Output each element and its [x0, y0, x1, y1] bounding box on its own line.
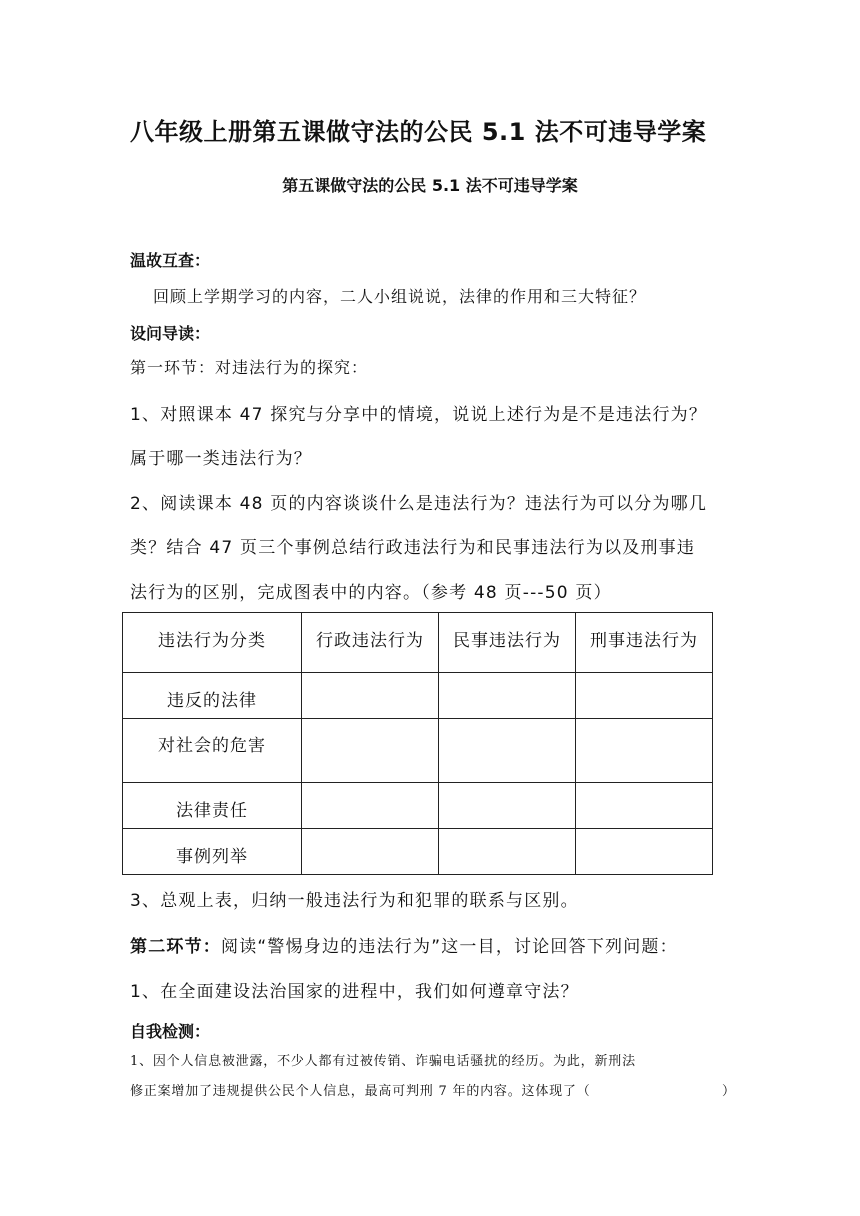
table-header-cell: 违法行为分类 [123, 613, 302, 673]
table-cell[interactable] [302, 829, 439, 875]
table-cell[interactable] [302, 673, 439, 719]
guide-heading: 设问导读： [130, 324, 211, 343]
table-header-row [123, 613, 713, 673]
table-cell[interactable] [576, 829, 713, 875]
table-header-cell: 刑事违法行为 [576, 613, 713, 673]
table-cell[interactable] [576, 783, 713, 829]
table-cell[interactable] [302, 719, 439, 783]
self-check-line2: 修正案增加了违规提供公民个人信息，最高可判刑 7 年的内容。这体现了（ [130, 1084, 591, 1099]
table-header-cell: 民事违法行为 [439, 613, 576, 673]
section2-title [130, 932, 678, 957]
table-row [123, 719, 713, 783]
section2-question1: 1、在全面建设法治国家的进程中，我们如何遵章守法？ [130, 982, 579, 1002]
table-cell[interactable] [576, 719, 713, 783]
question2-line2: 类？结合 47 页三个事例总结行政违法行为和民事违法行为以及刑事违 [130, 538, 696, 558]
table-cell[interactable] [439, 829, 576, 875]
table-header-cell: 行政违法行为 [302, 613, 439, 673]
self-check-heading: 自我检测： [130, 1022, 211, 1041]
question3: 3、总观上表，归纳一般违法行为和犯罪的联系与区别。 [130, 891, 579, 911]
table-row [123, 783, 713, 829]
question1-line2: 属于哪一类违法行为？ [130, 449, 312, 469]
review-heading: 温故互查： [130, 251, 211, 270]
table-cell[interactable] [576, 673, 713, 719]
illegal-acts-table [122, 612, 713, 875]
review-text: 回顾上学期学习的内容，二人小组说说，法律的作用和三大特征？ [153, 287, 647, 306]
table-cell[interactable] [439, 719, 576, 783]
table-cell[interactable] [439, 783, 576, 829]
question1-line1: 1、对照课本 47 探究与分享中的情境，说说上述行为是不是违法行为？ [130, 405, 708, 425]
document-title: 八年级上册第五课做守法的公民 5.1 法不可违导学案 [130, 118, 707, 146]
table-cell[interactable] [302, 783, 439, 829]
table-row-label: 对社会的危害 [123, 719, 302, 783]
answer-blank-close: ） [722, 1084, 736, 1099]
table-row [123, 673, 713, 719]
document-subtitle: 第五课做守法的公民 5.1 法不可违导学案 [282, 176, 578, 195]
table-row-label: 事例列举 [123, 829, 302, 875]
table-row-label: 违反的法律 [123, 673, 302, 719]
table-cell[interactable] [439, 673, 576, 719]
question2-line3: 法行为的区别，完成图表中的内容。（参考 48 页---50 页） [130, 583, 612, 603]
section2-label: 第二环节： [130, 937, 221, 957]
table-row [123, 829, 713, 875]
table-row-label: 法律责任 [123, 783, 302, 829]
section2-text: 阅读“警惕身边的违法行为”这一目，讨论回答下列问题： [221, 937, 678, 957]
self-check-line1: 1、因个人信息被泄露，不少人都有过被传销、诈骗电话骚扰的经历。为此，新刑法 [130, 1054, 636, 1069]
question2-line1: 2、阅读课本 48 页的内容谈谈什么是违法行为？违法行为可以分为哪几 [130, 494, 708, 514]
section1-title: 第一环节：对违法行为的探究： [130, 358, 369, 377]
